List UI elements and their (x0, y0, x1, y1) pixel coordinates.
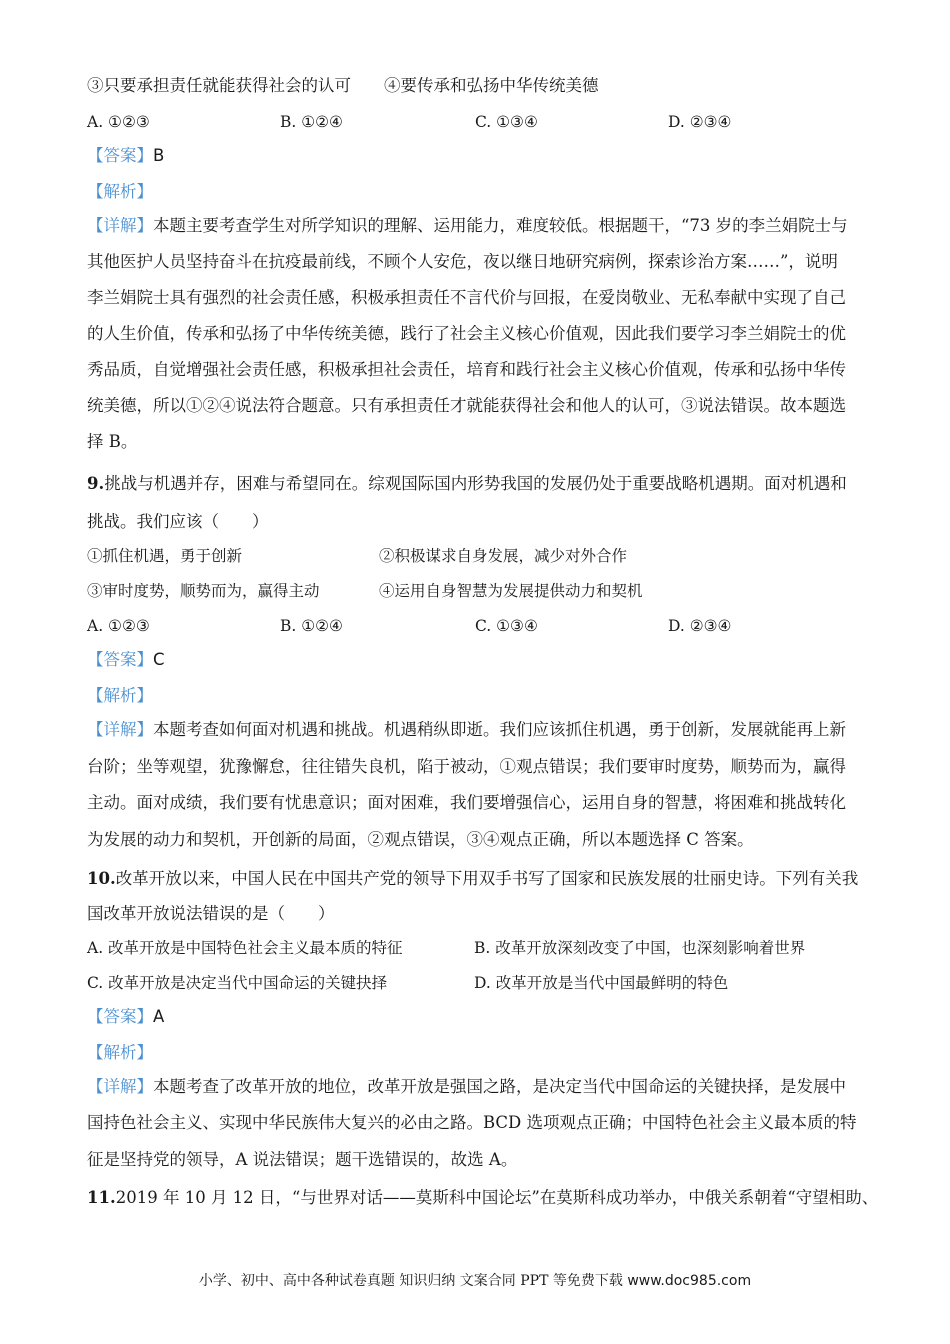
question-number: 10. (87, 869, 116, 888)
q10-option-a: A. 改革开放是中国特色社会主义最本质的特征 (87, 939, 403, 957)
q9-detail-line-3: 主动。面对成绩，我们要有忧患意识；面对困难，我们要增强信心，运用自身的智慧，将困难和挑战转化 (87, 793, 846, 812)
answer-value: A (153, 1007, 165, 1026)
footer-site-link[interactable]: www.doc985.com (627, 1273, 752, 1289)
answer-tag: 【答案】 (87, 146, 153, 165)
q9-statement-4: ④运用自身智慧为发展提供动力和契机 (379, 582, 643, 600)
footer-text: 小学、初中、高中各种试卷真题 知识归纳 文案合同 PPT 等免费下载 (198, 1273, 623, 1289)
q9-option-b: B. ①②④ (280, 617, 343, 635)
q9-detail-line-2: 台阶；坐等观望，犹豫懈怠，往往错失良机，陷于被动，①观点错误；我们要审时度势，顺势而为，赢得 (87, 757, 846, 776)
q8-option-a: A. ①②③ (87, 113, 150, 131)
q9-analysis-tag: 【解析】 (87, 686, 153, 705)
answer-tag: 【答案】 (87, 1007, 153, 1026)
q10-detail-line-1: 【详解】本题考查了改革开放的地位，改革开放是强国之路，是决定当代中国命运的关键抉择，是发展中 (87, 1077, 846, 1096)
q8-detail-line-7: 择 B。 (87, 432, 138, 451)
q10-detail-line-3: 征是坚持党的领导，A 说法错误；题干选错误的，故选 A。 (87, 1150, 518, 1169)
answer-tag: 【答案】 (87, 650, 153, 669)
q8-option-c: C. ①③④ (475, 113, 538, 131)
q9-stem-line-2: 挑战。我们应该（ ） (87, 512, 269, 531)
q10-answer (87, 1007, 164, 1027)
q10-stem-line-2: 国改革开放说法错误的是（ ） (87, 904, 335, 923)
q8-answer (87, 146, 164, 166)
question-number: 9. (87, 474, 105, 493)
question-number: 11. (87, 1188, 116, 1207)
q8-detail-line-1: 【详解】本题主要考查学生对所学知识的理解、运用能力，难度较低。根据题干，“73 岁的李兰娟院士与 (87, 216, 848, 235)
q9-stem-line-1: 9.挑战与机遇并存，困难与希望同在。综观国际国内形势我国的发展仍处于重要战略机遇期。面对机遇和 (87, 474, 847, 493)
q8-option-d: D. ②③④ (668, 113, 732, 131)
q9-option-d: D. ②③④ (668, 617, 732, 635)
q8-analysis-tag: 【解析】 (87, 182, 153, 201)
answer-value: B (153, 146, 165, 165)
q9-option-a: A. ①②③ (87, 617, 150, 635)
detail-tag: 【详解】 (87, 720, 153, 739)
q10-stem-line-1: 10.改革开放以来，中国人民在中国共产党的领导下用双手书写了国家和民族发展的壮丽史诗。下列有关我 (87, 869, 859, 888)
page-footer (0, 1270, 950, 1290)
q8-statement-line: ③只要承担责任就能获得社会的认可 ④要传承和弘扬中华传统美德 (87, 76, 599, 95)
q10-option-b: B. 改革开放深刻改变了中国，也深刻影响着世界 (474, 939, 806, 957)
q8-option-b: B. ①②④ (280, 113, 343, 131)
q9-statement-3: ③审时度势，顺势而为，赢得主动 (87, 582, 320, 600)
q9-answer (87, 650, 165, 670)
q10-option-d: D. 改革开放是当代中国最鲜明的特色 (474, 974, 729, 992)
q10-detail-line-2: 国持色社会主义、实现中华民族伟大复兴的必由之路。BCD 选项观点正确；中国特色社会主义最本质的特 (87, 1113, 857, 1132)
q9-statement-2: ②积极谋求自身发展，减少对外合作 (379, 547, 628, 565)
q8-detail-line-2: 其他医护人员坚持奋斗在抗疫最前线，不顾个人安危，夜以继日地研究病例，探索诊治方案……”，说明 (87, 252, 838, 271)
q10-analysis-tag: 【解析】 (87, 1043, 153, 1062)
q9-detail-line-4: 为发展的动力和契机，开创新的局面，②观点错误，③④观点正确，所以本题选择 C 答案。 (87, 830, 754, 849)
q8-detail-line-4: 的人生价值，传承和弘扬了中华传统美德，践行了社会主义核心价值观，因此我们要学习李兰娟院士的优 (87, 324, 846, 343)
q8-detail-line-6: 统美德，所以①②④说法符合题意。只有承担责任才就能获得社会和他人的认可，③说法错误。故本题选 (87, 396, 846, 415)
answer-value: C (153, 650, 165, 669)
q9-option-c: C. ①③④ (475, 617, 538, 635)
q8-detail-line-5: 秀品质，自觉增强社会责任感，积极承担社会责任，培育和践行社会主义核心价值观，传承和弘扬中华传 (87, 360, 846, 379)
q10-option-c: C. 改革开放是决定当代中国命运的关键抉择 (87, 974, 388, 992)
q9-statement-1: ①抓住机遇，勇于创新 (87, 547, 243, 565)
detail-tag: 【详解】 (87, 216, 153, 235)
q11-stem-line-1: 11.2019 年 10 月 12 日，“与世界对话——莫斯科中国论坛”在莫斯科成功举办，中俄关系朝着“守望相助、 (87, 1188, 879, 1207)
q9-detail-line-1: 【详解】本题考查如何面对机遇和挑战。机遇稍纵即逝。我们应该抓住机遇，勇于创新，发展就能再上新 (87, 720, 846, 739)
detail-tag: 【详解】 (87, 1077, 153, 1096)
q8-detail-line-3: 李兰娟院士具有强烈的社会责任感，积极承担责任不言代价与回报，在爱岗敬业、无私奉献中实现了自己 (87, 288, 846, 307)
